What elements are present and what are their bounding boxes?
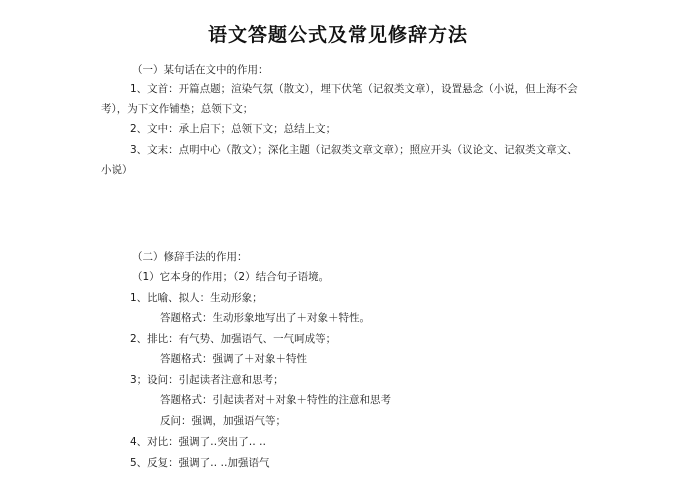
section2-item3: 3；设问：引起读者注意和思考； <box>130 374 284 386</box>
document-title: 语文答题公式及常见修辞方法 <box>207 24 468 46</box>
section2-item2-format: 答题格式：强调了＋对象＋特性 <box>160 353 307 365</box>
section1-item2: 2、文中：承上启下；总领下文；总结上文； <box>130 123 337 135</box>
section2-heading: （二）修辞手法的作用： <box>132 251 248 263</box>
section1-item3-line2: 小说） <box>101 164 133 176</box>
section1-item1-line1: 1、文首：开篇点题；渲染气氛（散文），埋下伏笔（记叙类文章），设置悬念（小说，但上海不会 <box>130 83 578 95</box>
section2-item3-rhetorical: 反问：强调，加强语气等； <box>160 415 286 427</box>
section2-intro: （1）它本身的作用；（2）结合句子语境。 <box>132 271 330 283</box>
section1-item3-line1: 3、文末：点明中心（散文）；深化主题（记叙类文章文章）；照应开头（议论文、记叙类文章文、 <box>130 144 578 156</box>
section2-item1-format: 答题格式：生动形象地写出了＋对象＋特性。 <box>160 312 370 324</box>
section2-item4: 4、对比：强调了‥突出了‥ ‥ <box>130 436 267 448</box>
section2-item5: 5、反复：强调了‥ ‥加强语气 <box>130 457 270 469</box>
section2-item1: 1、比喻、拟人：生动形象； <box>130 292 263 304</box>
section1-heading: （一）某句话在文中的作用： <box>132 64 269 76</box>
section1-item1-line2: 考），为下文作铺垫；总领下文； <box>101 103 254 115</box>
section2-item3-format: 答题格式：引起读者对＋对象＋特性的注意和思考 <box>160 394 391 406</box>
section2-item2: 2、排比：有气势、加强语气、一气呵成等； <box>130 333 337 345</box>
